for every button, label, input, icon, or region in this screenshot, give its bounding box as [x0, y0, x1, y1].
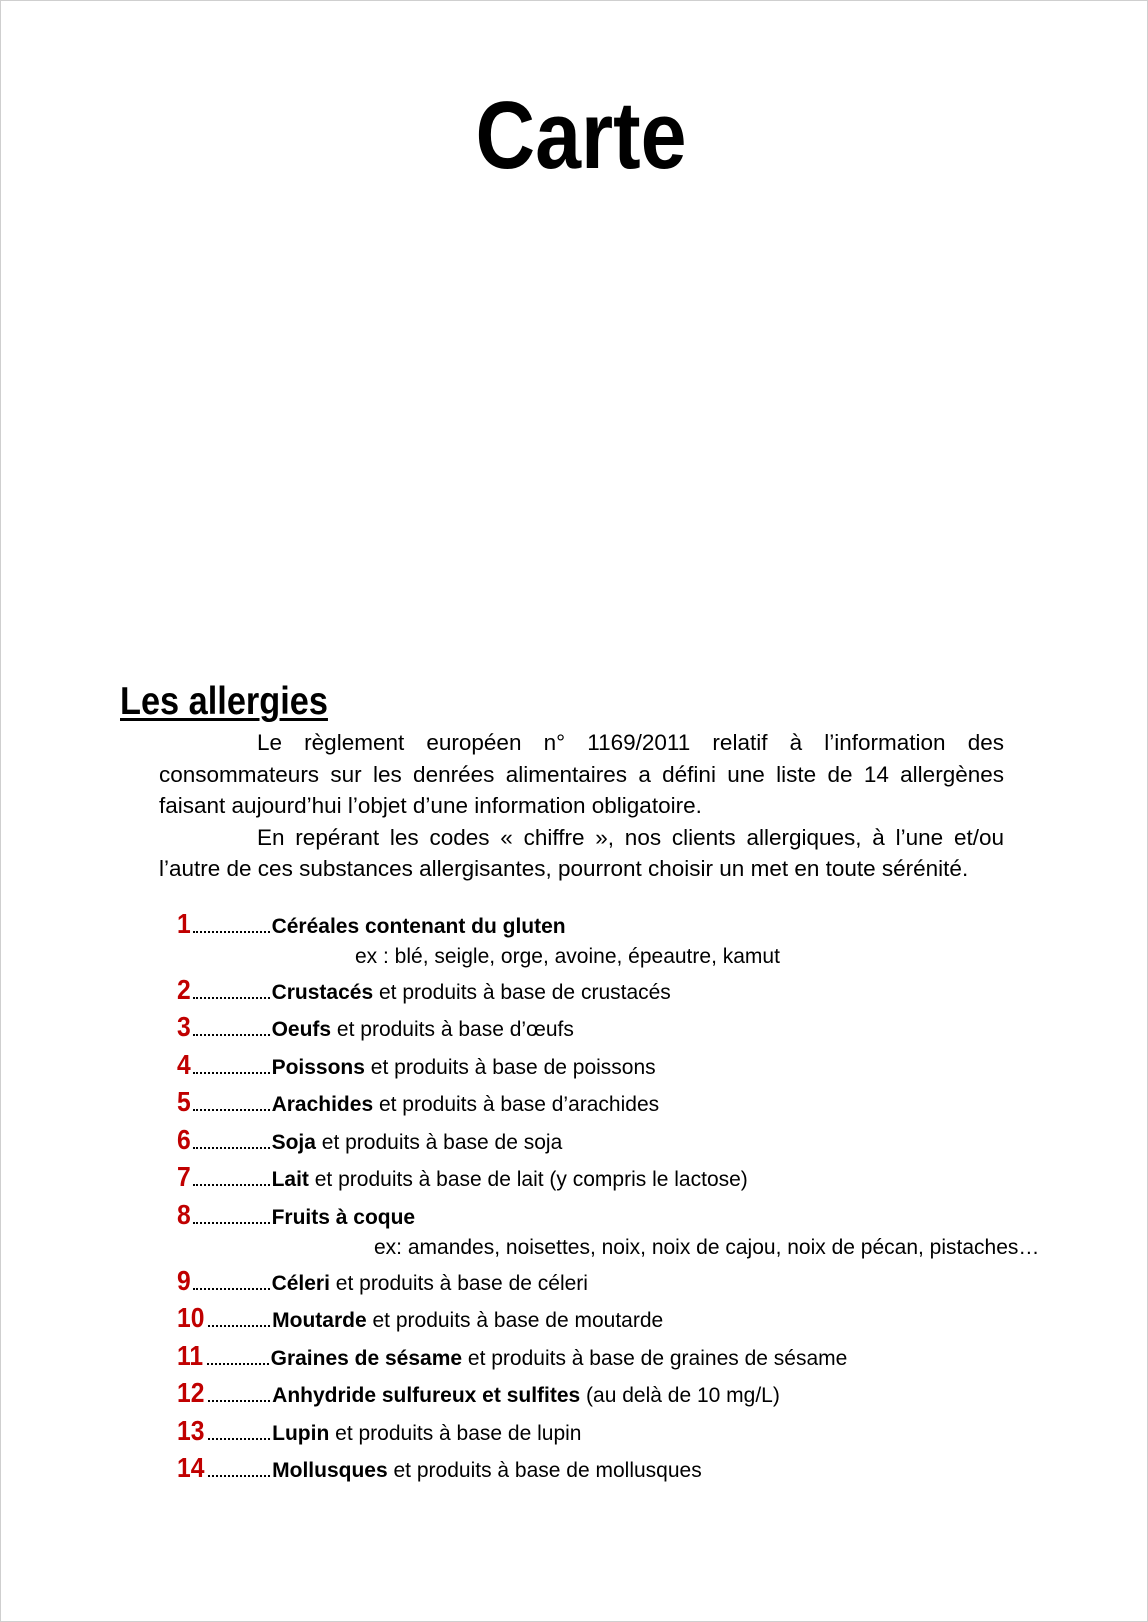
allergen-example: ex : blé, seigle, orge, avoine, épeautre, kamut	[355, 945, 780, 968]
leader-dots	[193, 997, 270, 999]
intro-paragraph-1: Le règlement européen n° 1169/2011 relatif à l’information des consommateurs sur les denrées alimentaires a défini une liste de 14 allergènes faisant aujourd’hui l’objet d’une information obligatoire.	[159, 730, 1004, 818]
allergen-item	[177, 1162, 748, 1196]
allergen-item	[177, 975, 671, 1009]
allergen-label	[272, 1090, 660, 1120]
allergen-detail: et produits à base de lupin	[329, 1422, 582, 1445]
allergen-label	[271, 1344, 848, 1374]
allergen-number: 2	[177, 974, 191, 1005]
allergen-item	[177, 909, 566, 943]
allergen-item	[177, 1200, 415, 1234]
allergen-item	[177, 1341, 847, 1375]
allergen-detail: et produits à base de graines de sésame	[462, 1347, 848, 1370]
allergen-label	[272, 1269, 588, 1299]
allergen-name: Moutarde	[272, 1309, 367, 1332]
allergen-number: 3	[177, 1011, 191, 1042]
allergen-label	[272, 1015, 574, 1045]
allergen-name: Poissons	[271, 1056, 365, 1079]
allergen-label	[272, 1419, 581, 1449]
leader-dots	[193, 1184, 270, 1186]
allergen-label	[272, 1306, 663, 1336]
allergen-label	[272, 1053, 656, 1083]
allergen-item	[177, 1303, 663, 1337]
allergen-detail: et produits à base de moutarde	[366, 1309, 664, 1332]
allergen-detail: et produits à base de mollusques	[387, 1459, 702, 1482]
leader-dots	[207, 1363, 269, 1365]
allergen-detail: (au delà de 10 mg/L)	[580, 1384, 780, 1407]
allergen-number: 8	[177, 1199, 191, 1230]
allergen-name: Crustacés	[271, 981, 374, 1004]
allergen-name: Soja	[271, 1131, 316, 1154]
allergen-detail: et produits à base de soja	[315, 1131, 563, 1154]
leader-dots	[208, 1438, 270, 1440]
allergen-label	[272, 1203, 416, 1233]
allergen-number: 6	[177, 1124, 191, 1155]
leader-dots	[208, 1325, 270, 1327]
allergen-number: 1	[177, 908, 191, 939]
allergen-number: 13	[177, 1415, 205, 1446]
allergen-number: 14	[177, 1452, 205, 1483]
allergen-detail: et produits à base d’œufs	[331, 1018, 574, 1041]
allergen-number: 12	[177, 1377, 205, 1408]
allergen-label	[272, 978, 671, 1008]
allergen-name: Graines de sésame	[270, 1347, 463, 1370]
allergen-item	[177, 1416, 582, 1450]
allergen-name: Céréales contenant du gluten	[271, 915, 566, 938]
leader-dots	[193, 931, 270, 933]
allergen-name: Lait	[271, 1168, 309, 1191]
allergen-name: Anhydride sulfureux et sulfites	[272, 1384, 581, 1407]
allergen-name: Arachides	[271, 1093, 374, 1116]
allergen-detail: et produits à base de lait (y compris le lactose)	[308, 1168, 748, 1191]
allergen-item	[177, 1453, 702, 1487]
allergen-number: 11	[177, 1340, 204, 1371]
allergen-number: 9	[177, 1265, 191, 1296]
page-title: Carte	[475, 82, 687, 189]
intro-paragraph-2: En repérant les codes « chiffre », nos clients allergiques, à l’une et/ou l’autre de ces substances allergisantes, pourront choisir un met en toute sérénité.	[159, 824, 1004, 881]
leader-dots	[193, 1147, 270, 1149]
allergen-detail: et produits à base de céleri	[329, 1272, 588, 1295]
leader-dots	[193, 1222, 270, 1224]
leader-dots	[193, 1034, 270, 1036]
leader-dots	[208, 1475, 270, 1477]
allergen-number: 10	[177, 1302, 205, 1333]
allergen-label	[272, 1456, 702, 1486]
leader-dots	[193, 1288, 270, 1290]
allergen-item	[177, 1266, 588, 1300]
allergen-name: Lupin	[272, 1422, 330, 1445]
leader-dots	[208, 1400, 270, 1402]
allergen-number: 7	[177, 1161, 191, 1192]
allergies-heading: Les allergies	[120, 680, 328, 723]
allergen-detail: et produits à base de poissons	[364, 1056, 656, 1079]
allergen-item	[177, 1012, 574, 1046]
allergen-detail: et produits à base de crustacés	[373, 981, 671, 1004]
allergen-name: Oeufs	[271, 1018, 332, 1041]
allergies-intro	[159, 727, 1004, 885]
allergen-number: 4	[177, 1049, 191, 1080]
allergen-label	[272, 1381, 780, 1411]
allergen-label	[272, 1165, 748, 1195]
allergen-name: Céleri	[271, 1272, 330, 1295]
leader-dots	[193, 1109, 270, 1111]
allergen-number: 5	[177, 1086, 191, 1117]
leader-dots	[193, 1072, 270, 1074]
allergen-label	[272, 912, 566, 942]
allergen-name: Mollusques	[272, 1459, 388, 1482]
allergen-item	[177, 1378, 780, 1412]
allergen-label	[272, 1128, 563, 1158]
allergen-item	[177, 1125, 562, 1159]
allergen-detail: et produits à base d’arachides	[373, 1093, 660, 1116]
allergen-item	[177, 1050, 656, 1084]
allergen-item	[177, 1087, 659, 1121]
allergen-example: ex: amandes, noisettes, noix, noix de cajou, noix de pécan, pistaches…	[374, 1236, 1040, 1259]
allergen-name: Fruits à coque	[271, 1206, 416, 1229]
